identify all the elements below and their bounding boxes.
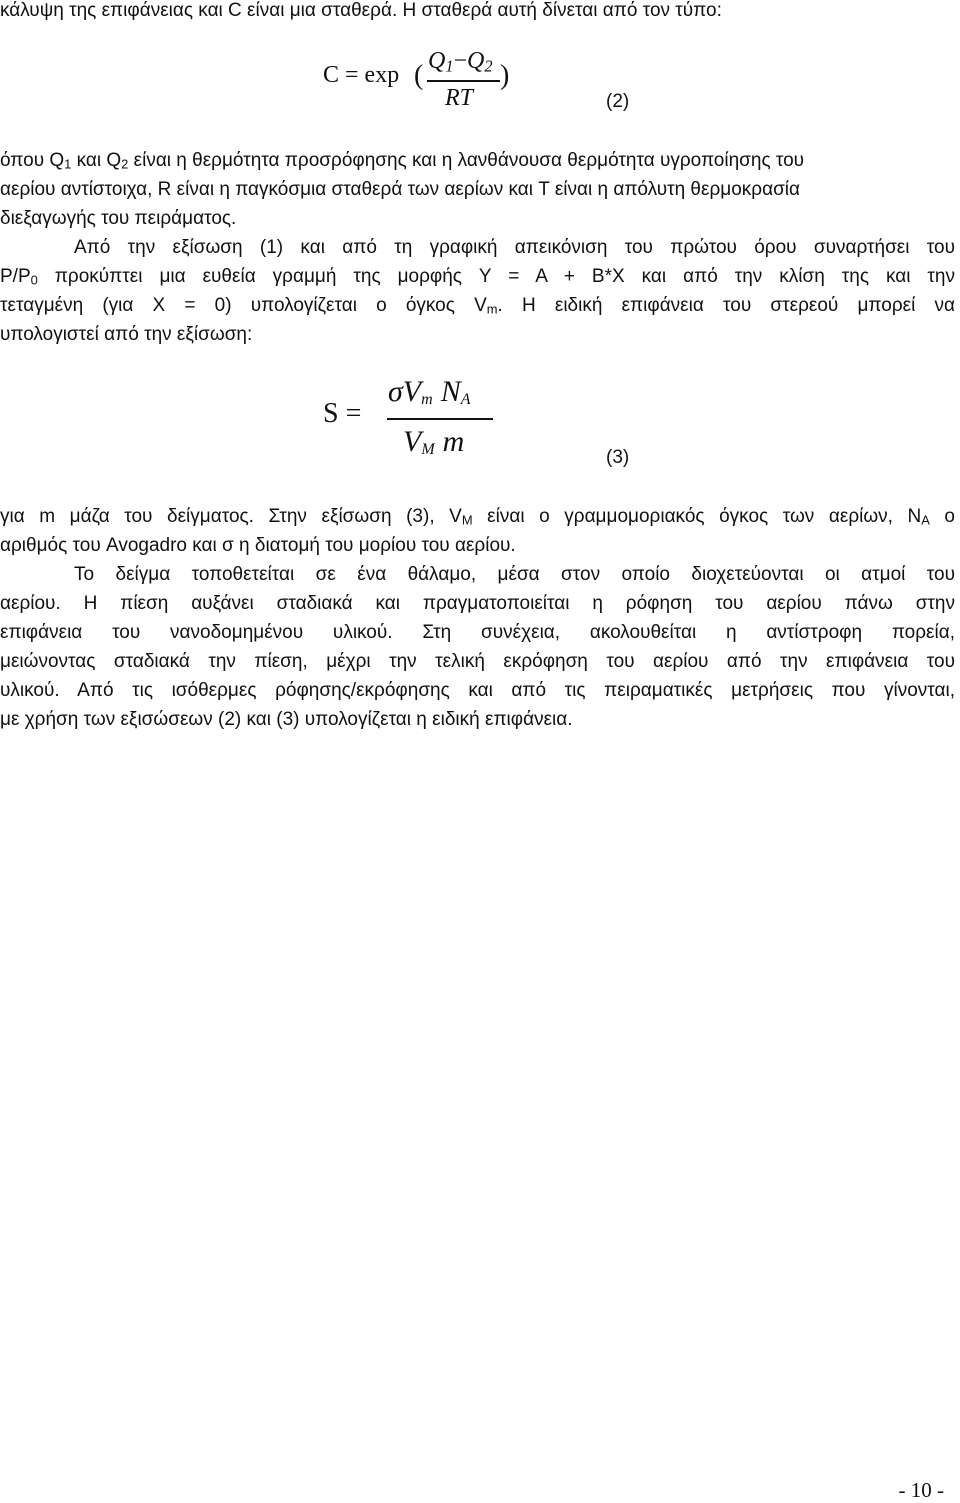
p3-line-1: για m μάζα του δείγματος. Στην εξίσωση (3), $V_M$ είναι ο γραμμομοριακός όγκος των αερίων, $N_A$ ο [0, 506, 955, 528]
p2-line-2: $P/P_0$ προκύπτει μια ευθεία γραμμή της μορφής Y = A + B*X και από την κλίση της και την [0, 266, 955, 288]
p4-line-6: με χρήση των εξισώσεων (2) και (3) υπολογίζεται η ειδική επιφάνεια. [0, 709, 573, 730]
eq2-label: (2) [606, 91, 630, 112]
p2-line-4: υπολογιστεί από την εξίσωση: [0, 324, 253, 345]
p1-line-1: όπου $Q_1$ και $Q_2$ είναι η θερμότητα προσρόφησης και η λανθάνουσα θερμότητα υγροποίησης του [0, 150, 805, 172]
text-line-top: κάλυψη της επιφάνειας και C είναι μια σταθερά. Η σταθερά αυτή δίνεται από τον τύπο: [0, 0, 722, 21]
p1-line-2: αερίου αντίστοιχα, R είναι η παγκόσμια σταθερά των αερίων και T είναι η απόλυτη θερμοκρασία [0, 179, 801, 200]
p4-line-4: μειώνοντας σταδιακά την πίεση, μέχρι την τελική εκρόφηση του αερίου από την επιφάνεια του [0, 651, 955, 672]
p4-line-2: αερίου. Η πίεση αυξάνει σταδιακά και πραγματοποιείται η ρόφηση του αερίου πάνω στην [0, 593, 955, 614]
p3-line-2: αριθμός του Avogadro και σ η διατομή του μορίου του αερίου. [0, 535, 516, 556]
page-number: - 10 - [898, 1478, 944, 1502]
eq3-fraction-bar [387, 418, 493, 420]
eq3-label: (3) [606, 447, 630, 468]
p4-line-3: επιφάνεια του νανοδομημένου υλικού. Στη συνέχεια, ακολουθείται η αντίστροφη πορεία, [0, 622, 955, 643]
eq3-numerator: $\sigma V_m$ $N_A$ [388, 375, 471, 409]
eq2-lhs: C = exp [323, 62, 400, 88]
eq2-open-paren: ( [414, 60, 424, 91]
eq2-fraction-bar [427, 80, 500, 82]
p1-line-3: διεξαγωγής του πειράματος. [0, 208, 237, 229]
eq2-close-paren: ) [500, 60, 510, 91]
p2-line-3: τεταγμένη (για X = 0) υπολογίζεται ο όγκος $V_m$. Η ειδική επιφάνεια του στερεού μπορεί να [0, 295, 955, 317]
p4-line-1: Το δείγμα τοποθετείται σε ένα θάλαμο, μέσα στον οποίο διοχετεύονται οι ατμοί του [74, 564, 955, 585]
p4-line-5: υλικού. Από τις ισόθερμες ρόφησης/εκρόφησης και από τις πειραματικές μετρήσεις που γίνονται, [0, 680, 955, 701]
eq2-denominator: RT [445, 85, 474, 111]
eq2-numerator: $Q_1-Q_2$ [428, 48, 493, 76]
eq3-denominator: $V_M$ m [403, 425, 465, 459]
eq3-lhs: S = [323, 398, 362, 429]
p2-line-1: Από την εξίσωση (1) και από τη γραφική απεικόνιση του πρώτου όρου συναρτήσει του [74, 237, 955, 258]
